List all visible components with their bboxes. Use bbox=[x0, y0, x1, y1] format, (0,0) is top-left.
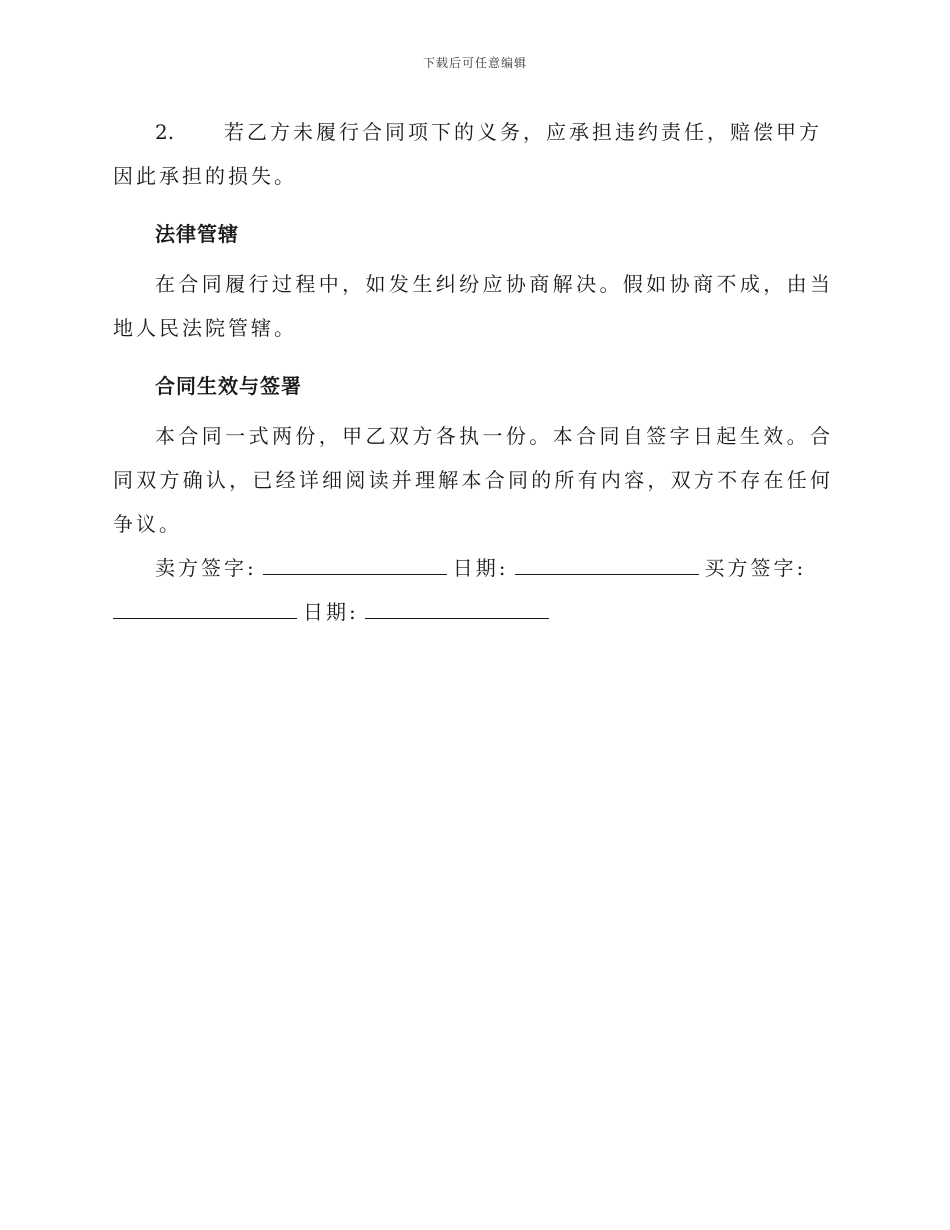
signature-block bbox=[113, 546, 833, 634]
buyer-signature-label: 买方签字: bbox=[704, 556, 807, 580]
section-heading-effect: 合同生效与签署 bbox=[155, 374, 302, 398]
seller-signature-line bbox=[263, 556, 447, 575]
seller-signature-label: 卖方签字: bbox=[155, 556, 257, 580]
buyer-date-line bbox=[365, 600, 549, 619]
buyer-signature-line bbox=[113, 600, 297, 619]
effect-paragraph: 本合同一式两份，甲乙双方各执一份。本合同自签字日起生效。合同双方确认，已经详细阅读并理解本合同的所有内容，双方不存在任何争议。 bbox=[113, 424, 833, 536]
seller-date-line bbox=[515, 556, 699, 575]
buyer-date-label: 日期: bbox=[303, 600, 359, 624]
seller-date-label: 日期: bbox=[452, 556, 509, 580]
clause-2-text: 若乙方未履行合同项下的义务，应承担违约责任，赔偿甲方因此承担的损失。 bbox=[113, 120, 822, 188]
page-header: 下载后可任意编辑 bbox=[422, 56, 527, 70]
section-heading-jurisdiction: 法律管辖 bbox=[155, 222, 239, 246]
document-body bbox=[113, 110, 833, 634]
clause-2 bbox=[113, 110, 833, 198]
clause-2-number: 2. bbox=[155, 120, 175, 144]
jurisdiction-paragraph: 在合同履行过程中，如发生纠纷应协商解决。假如协商不成，由当地人民法院管辖。 bbox=[113, 272, 833, 340]
